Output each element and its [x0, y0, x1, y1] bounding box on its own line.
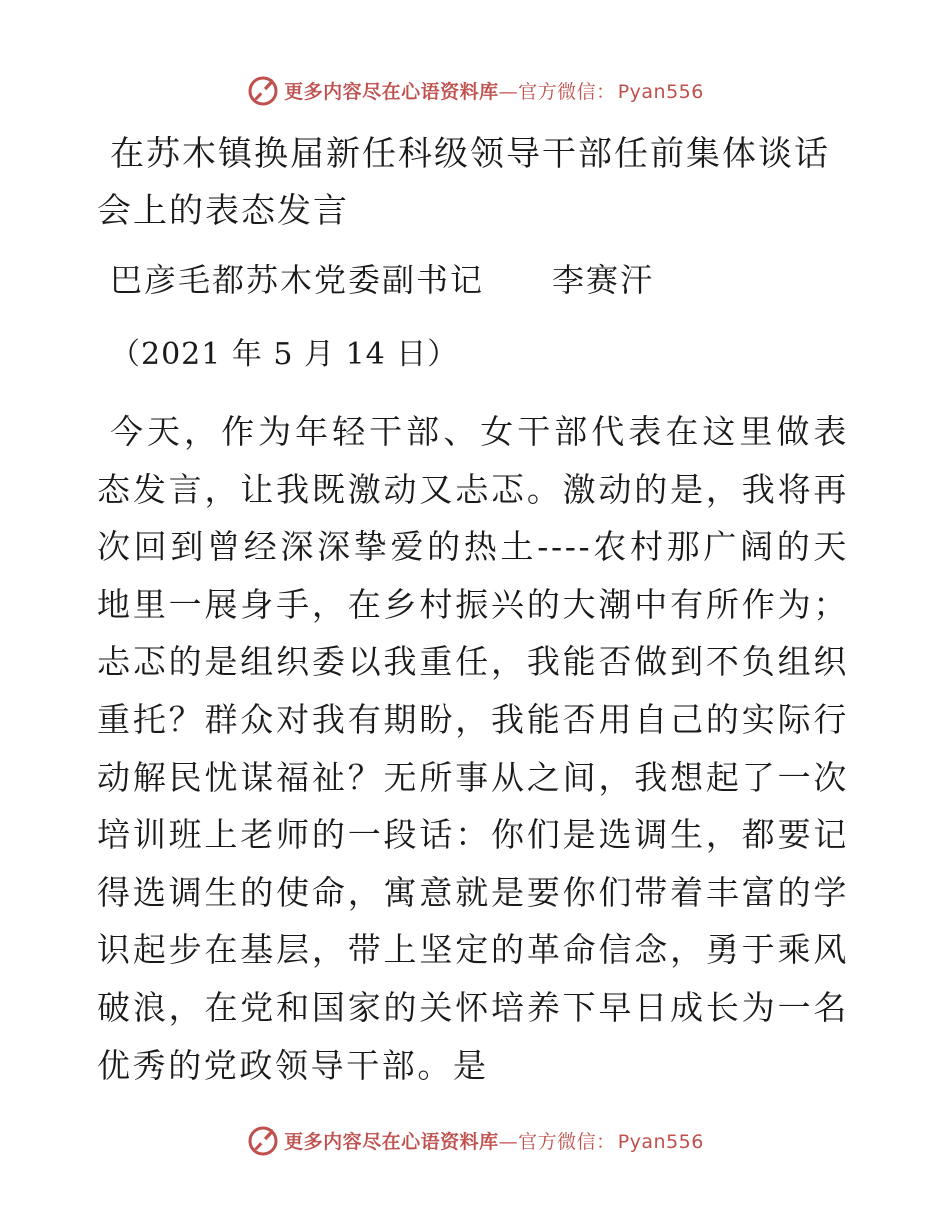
footer-watermark-banner — [0, 1120, 950, 1160]
watermark-text — [284, 1127, 704, 1154]
header-watermark-banner — [0, 70, 950, 110]
quill-logo-icon — [246, 73, 280, 107]
document-body-paragraph: 今天，作为年轻干部、女干部代表在这里做表态发言，让我既激动又忐忑。激动的是，我将再次回到曾经深深挚爱的热土----农村那广阔的天地里一展身手，在乡村振兴的大潮中有所作为；忐忑的是组织委以我重任，我能否做到不负组织重托？群众对我有期盼，我能否用自己的实际行动解民忧谋福祉？无所事从之间，我想起了一次培训班上老师的一段话：你们是选调生，都要记得选调生的使命，寓意就是要你们带着丰富的学识起步在基层，带上坚定的革命信念，勇于乘风破浪，在党和国家的关怀培养下早日成长为一名优秀的党政领导干部。是 — [97, 412, 849, 1085]
quill-logo-icon — [246, 1123, 280, 1157]
watermark-site-name: 更多内容尽在心语资料库 — [284, 1130, 499, 1153]
watermark-wechat-handle: Pyan556 — [617, 1130, 704, 1153]
document-title: 在苏木镇换届新任科级领导干部任前集体谈话会上的表态发言 — [97, 134, 830, 231]
watermark-wechat-label: 官方微信： — [518, 80, 616, 103]
document-date: （2021 年 5 月 14 日） — [110, 337, 459, 372]
document-author: 巴彦毛都苏木党委副书记 李赛汗 — [110, 261, 655, 299]
watermark-separator: — — [498, 1130, 519, 1153]
watermark-separator: — — [498, 80, 519, 103]
watermark-wechat-label: 官方微信： — [518, 1130, 616, 1153]
watermark-wechat-handle: Pyan556 — [617, 80, 704, 103]
watermark-site-name: 更多内容尽在心语资料库 — [284, 80, 499, 103]
watermark-text — [284, 77, 704, 104]
